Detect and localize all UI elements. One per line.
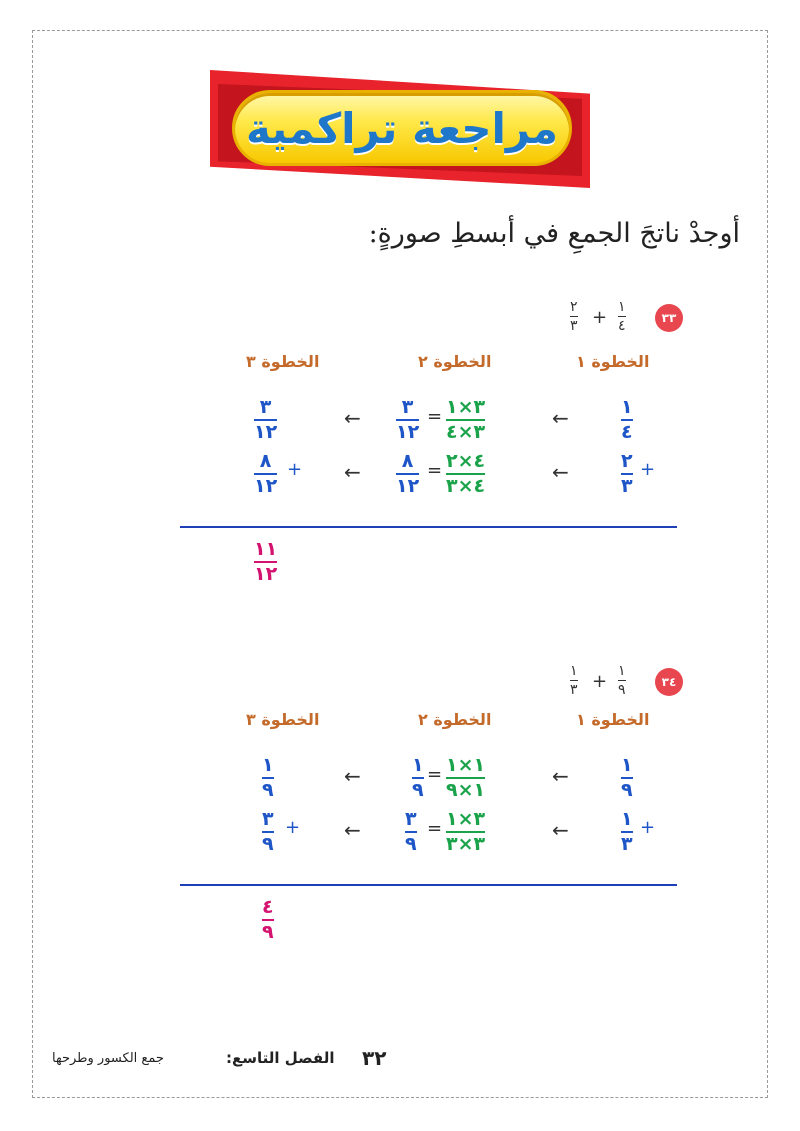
- row2-step2-work: ٣×١ ٣×٣: [446, 808, 486, 855]
- row1-step1-fraction: ١ ٤: [621, 396, 633, 443]
- row2-equals: =: [427, 818, 443, 839]
- row2-arrow-2: ←: [344, 460, 361, 484]
- row2-equals: =: [427, 460, 443, 481]
- row2-arrow-1: ←: [552, 818, 569, 842]
- step-2-label: الخطوة ٢: [418, 710, 492, 729]
- row1-arrow-1: ←: [552, 406, 569, 430]
- row1-step2-work: ٣×١ ٣×٤: [446, 396, 486, 443]
- expr-fraction-b: ١ ٤: [618, 299, 626, 334]
- answer-fraction: ٤ ٩: [262, 896, 274, 943]
- expr-fraction-a: ١ ٣: [570, 663, 578, 698]
- expr-fraction-b: ١ ٩: [618, 663, 626, 698]
- row1-arrow-2: ←: [344, 764, 361, 788]
- answer-fraction: ١١ ١٢: [254, 538, 278, 585]
- row2-step2-result: ٨ ١٢: [396, 450, 420, 497]
- row1-equals: =: [427, 764, 443, 785]
- row2-step1-plus: +: [640, 817, 656, 838]
- row1-step1-fraction: ١ ٩: [621, 754, 633, 801]
- sum-rule: [180, 884, 677, 886]
- problem-number-badge: ٣٣: [655, 304, 683, 332]
- page-frame: [32, 30, 768, 1098]
- expr-plus: +: [592, 671, 608, 692]
- row2-step3-fraction: ٨ ١٢: [254, 450, 278, 497]
- step-3-label: الخطوة ٣: [246, 710, 320, 729]
- step-2-label: الخطوة ٢: [418, 352, 492, 371]
- row2-step3-plus: +: [287, 459, 303, 480]
- row1-step3-fraction: ١ ٩: [262, 754, 274, 801]
- row2-step2-result: ٣ ٩: [405, 808, 417, 855]
- sum-rule: [180, 526, 677, 528]
- row1-arrow-1: ←: [552, 764, 569, 788]
- step-1-label: الخطوة ١: [576, 352, 650, 371]
- row2-step1-plus: +: [640, 459, 656, 480]
- row2-step1-fraction: ٢ ٣: [621, 450, 633, 497]
- row1-step2-result: ١ ٩: [412, 754, 424, 801]
- row1-step3-fraction: ٣ ١٢: [254, 396, 278, 443]
- section-banner: [210, 70, 590, 188]
- row2-step3-fraction: ٣ ٩: [262, 808, 274, 855]
- instruction-text: أوجدْ ناتجَ الجمعِ في أبسطِ صورةٍ:: [368, 218, 740, 249]
- row1-step2-work: ١×١ ١×٩: [446, 754, 486, 801]
- expr-plus: +: [592, 307, 608, 328]
- row2-step3-plus: +: [285, 817, 301, 838]
- expr-fraction-a: ٢ ٣: [570, 299, 578, 334]
- footer-title: جمع الكسور وطرحها: [52, 1051, 164, 1066]
- problem-number-badge: ٣٤: [655, 668, 683, 696]
- banner-title: مراجعة تراكمية: [245, 103, 559, 153]
- step-1-label: الخطوة ١: [576, 710, 650, 729]
- row2-arrow-1: ←: [552, 460, 569, 484]
- row2-step1-fraction: ١ ٣: [621, 808, 633, 855]
- page-number: ٣٢: [362, 1046, 387, 1070]
- row2-step2-work: ٤×٢ ٤×٣: [446, 450, 486, 497]
- row1-step2-result: ٣ ١٢: [396, 396, 420, 443]
- step-3-label: الخطوة ٣: [246, 352, 320, 371]
- footer-chapter: الفصل التاسع:: [226, 1049, 335, 1067]
- row1-arrow-2: ←: [344, 406, 361, 430]
- row2-arrow-2: ←: [344, 818, 361, 842]
- row1-equals: =: [427, 406, 443, 427]
